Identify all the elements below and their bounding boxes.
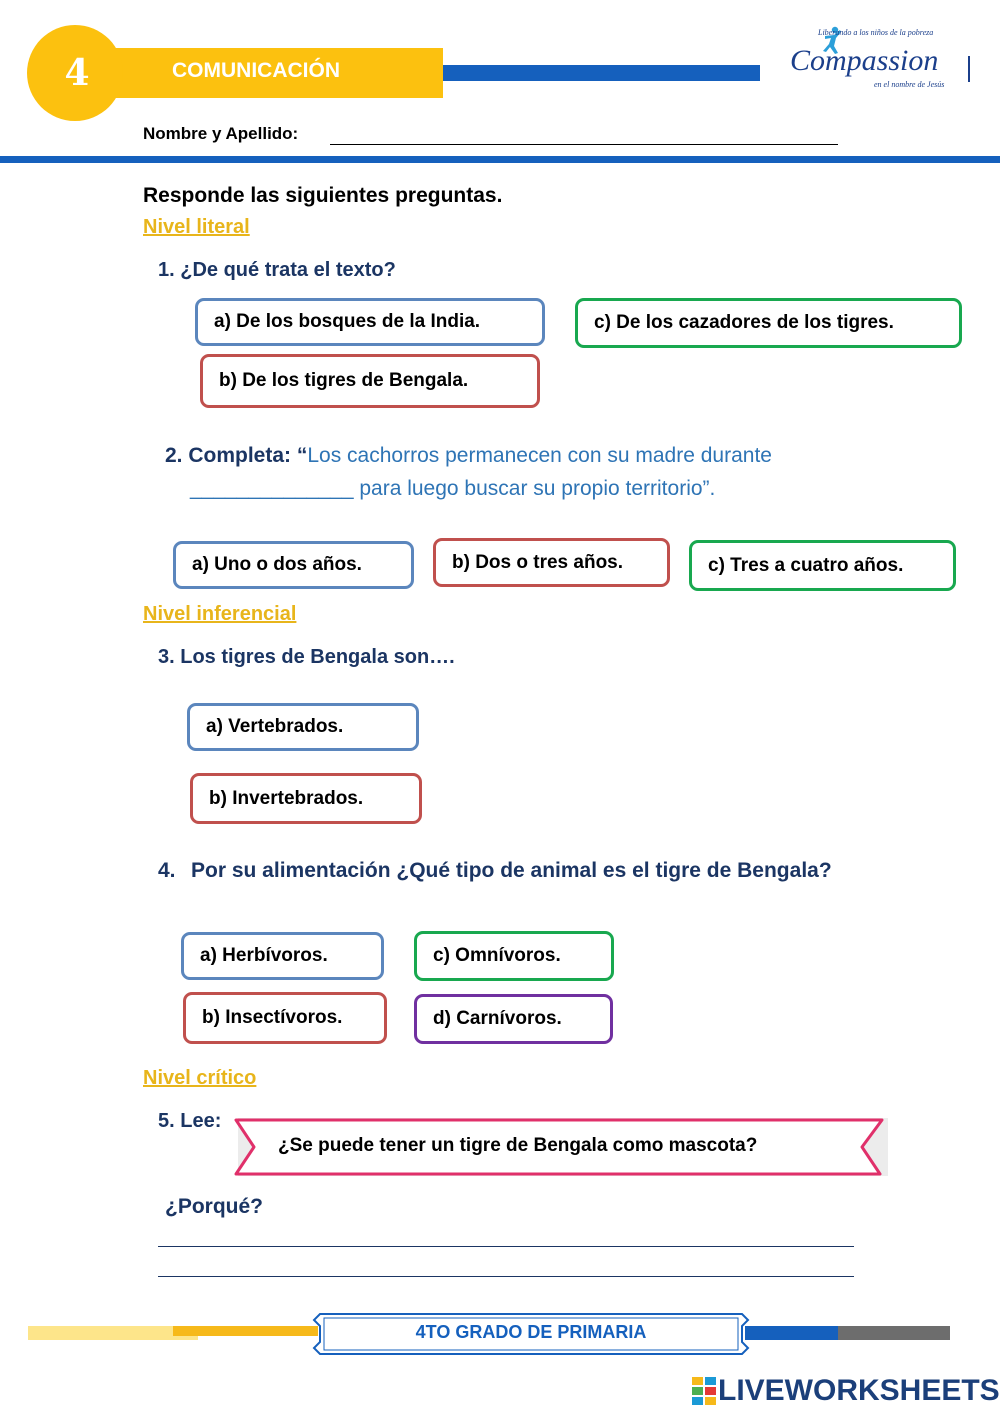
q3-option-a[interactable]: a) Vertebrados. — [187, 703, 419, 751]
question-1: 1. ¿De qué trata el texto? — [158, 259, 396, 281]
q1-option-b[interactable]: b) De los tigres de Bengala. — [200, 354, 540, 408]
logo-tagline-bottom: en el nombre de Jesús — [874, 80, 945, 89]
liveworksheets-icon — [692, 1377, 716, 1405]
q1-option-a[interactable]: a) De los bosques de la India. — [195, 298, 545, 346]
q2-option-c[interactable]: c) Tres a cuatro años. — [689, 540, 956, 591]
unit-number: 4 — [64, 52, 90, 94]
answer-line-2[interactable] — [158, 1276, 854, 1277]
logo-separator — [968, 56, 970, 82]
level-critico-heading: Nivel crítico — [143, 1067, 257, 1089]
grade-label: 4TO GRADO DE PRIMARIA — [415, 1322, 647, 1342]
level-inferencial-heading: Nivel inferencial — [143, 603, 297, 625]
liveworksheets-logo — [692, 1374, 1000, 1408]
q2-option-b[interactable]: b) Dos o tres años. — [433, 538, 670, 587]
q2-label: 2. Completa: “ — [165, 444, 308, 467]
footer-bar-gray — [838, 1326, 950, 1340]
logo-tagline-top: Liberando a los niños de la pobreza — [818, 28, 934, 37]
q2-option-a[interactable]: a) Uno o dos años. — [173, 541, 414, 589]
header-divider — [0, 156, 1000, 163]
header-blue-bar — [443, 65, 760, 81]
q3-option-b[interactable]: b) Invertebrados. — [190, 773, 422, 824]
answer-line-1[interactable] — [158, 1246, 854, 1247]
q4-option-d[interactable]: d) Carnívoros. — [414, 994, 613, 1044]
logo-wordmark: Compassion — [790, 44, 939, 77]
q5-banner-text: ¿Se puede tener un tigre de Bengala como mascota? — [278, 1135, 758, 1156]
name-field[interactable] — [330, 144, 838, 145]
question-2 — [165, 444, 885, 468]
q2-text-2: para luego buscar su propio territorio”. — [353, 477, 716, 500]
q4-option-b[interactable]: b) Insectívoros. — [183, 992, 387, 1044]
liveworksheets-wordmark: LIVEWORKSHEETS — [718, 1374, 1000, 1407]
porque-label: ¿Porqué? — [165, 1195, 263, 1218]
footer-bar-yellow — [173, 1326, 318, 1336]
question-5-label: 5. Lee: — [158, 1110, 222, 1132]
name-label: Nombre y Apellido: — [143, 124, 299, 143]
instructions: Responde las siguientes preguntas. — [143, 184, 503, 207]
question-3: 3. Los tigres de Bengala son…. — [158, 646, 455, 668]
subject-title: COMUNICACIÓN — [172, 59, 340, 82]
compassion-logo — [790, 22, 972, 94]
q2-text-1: Los cachorros permanecen con su madre durante — [307, 444, 772, 467]
q1-option-c[interactable]: c) De los cazadores de los tigres. — [575, 298, 962, 348]
footer-bar-blue — [745, 1326, 840, 1340]
q4-number: 4. — [158, 859, 176, 882]
q4-option-a[interactable]: a) Herbívoros. — [181, 932, 384, 980]
q4-option-c[interactable]: c) Omnívoros. — [414, 931, 614, 981]
q2-blank[interactable]: ______________ — [190, 477, 354, 500]
question-2-line-2 — [190, 477, 910, 501]
level-literal-heading: Nivel literal — [143, 216, 250, 238]
q4-text: Por su alimentación ¿Qué tipo de animal es el tigre de Bengala? — [191, 859, 832, 882]
